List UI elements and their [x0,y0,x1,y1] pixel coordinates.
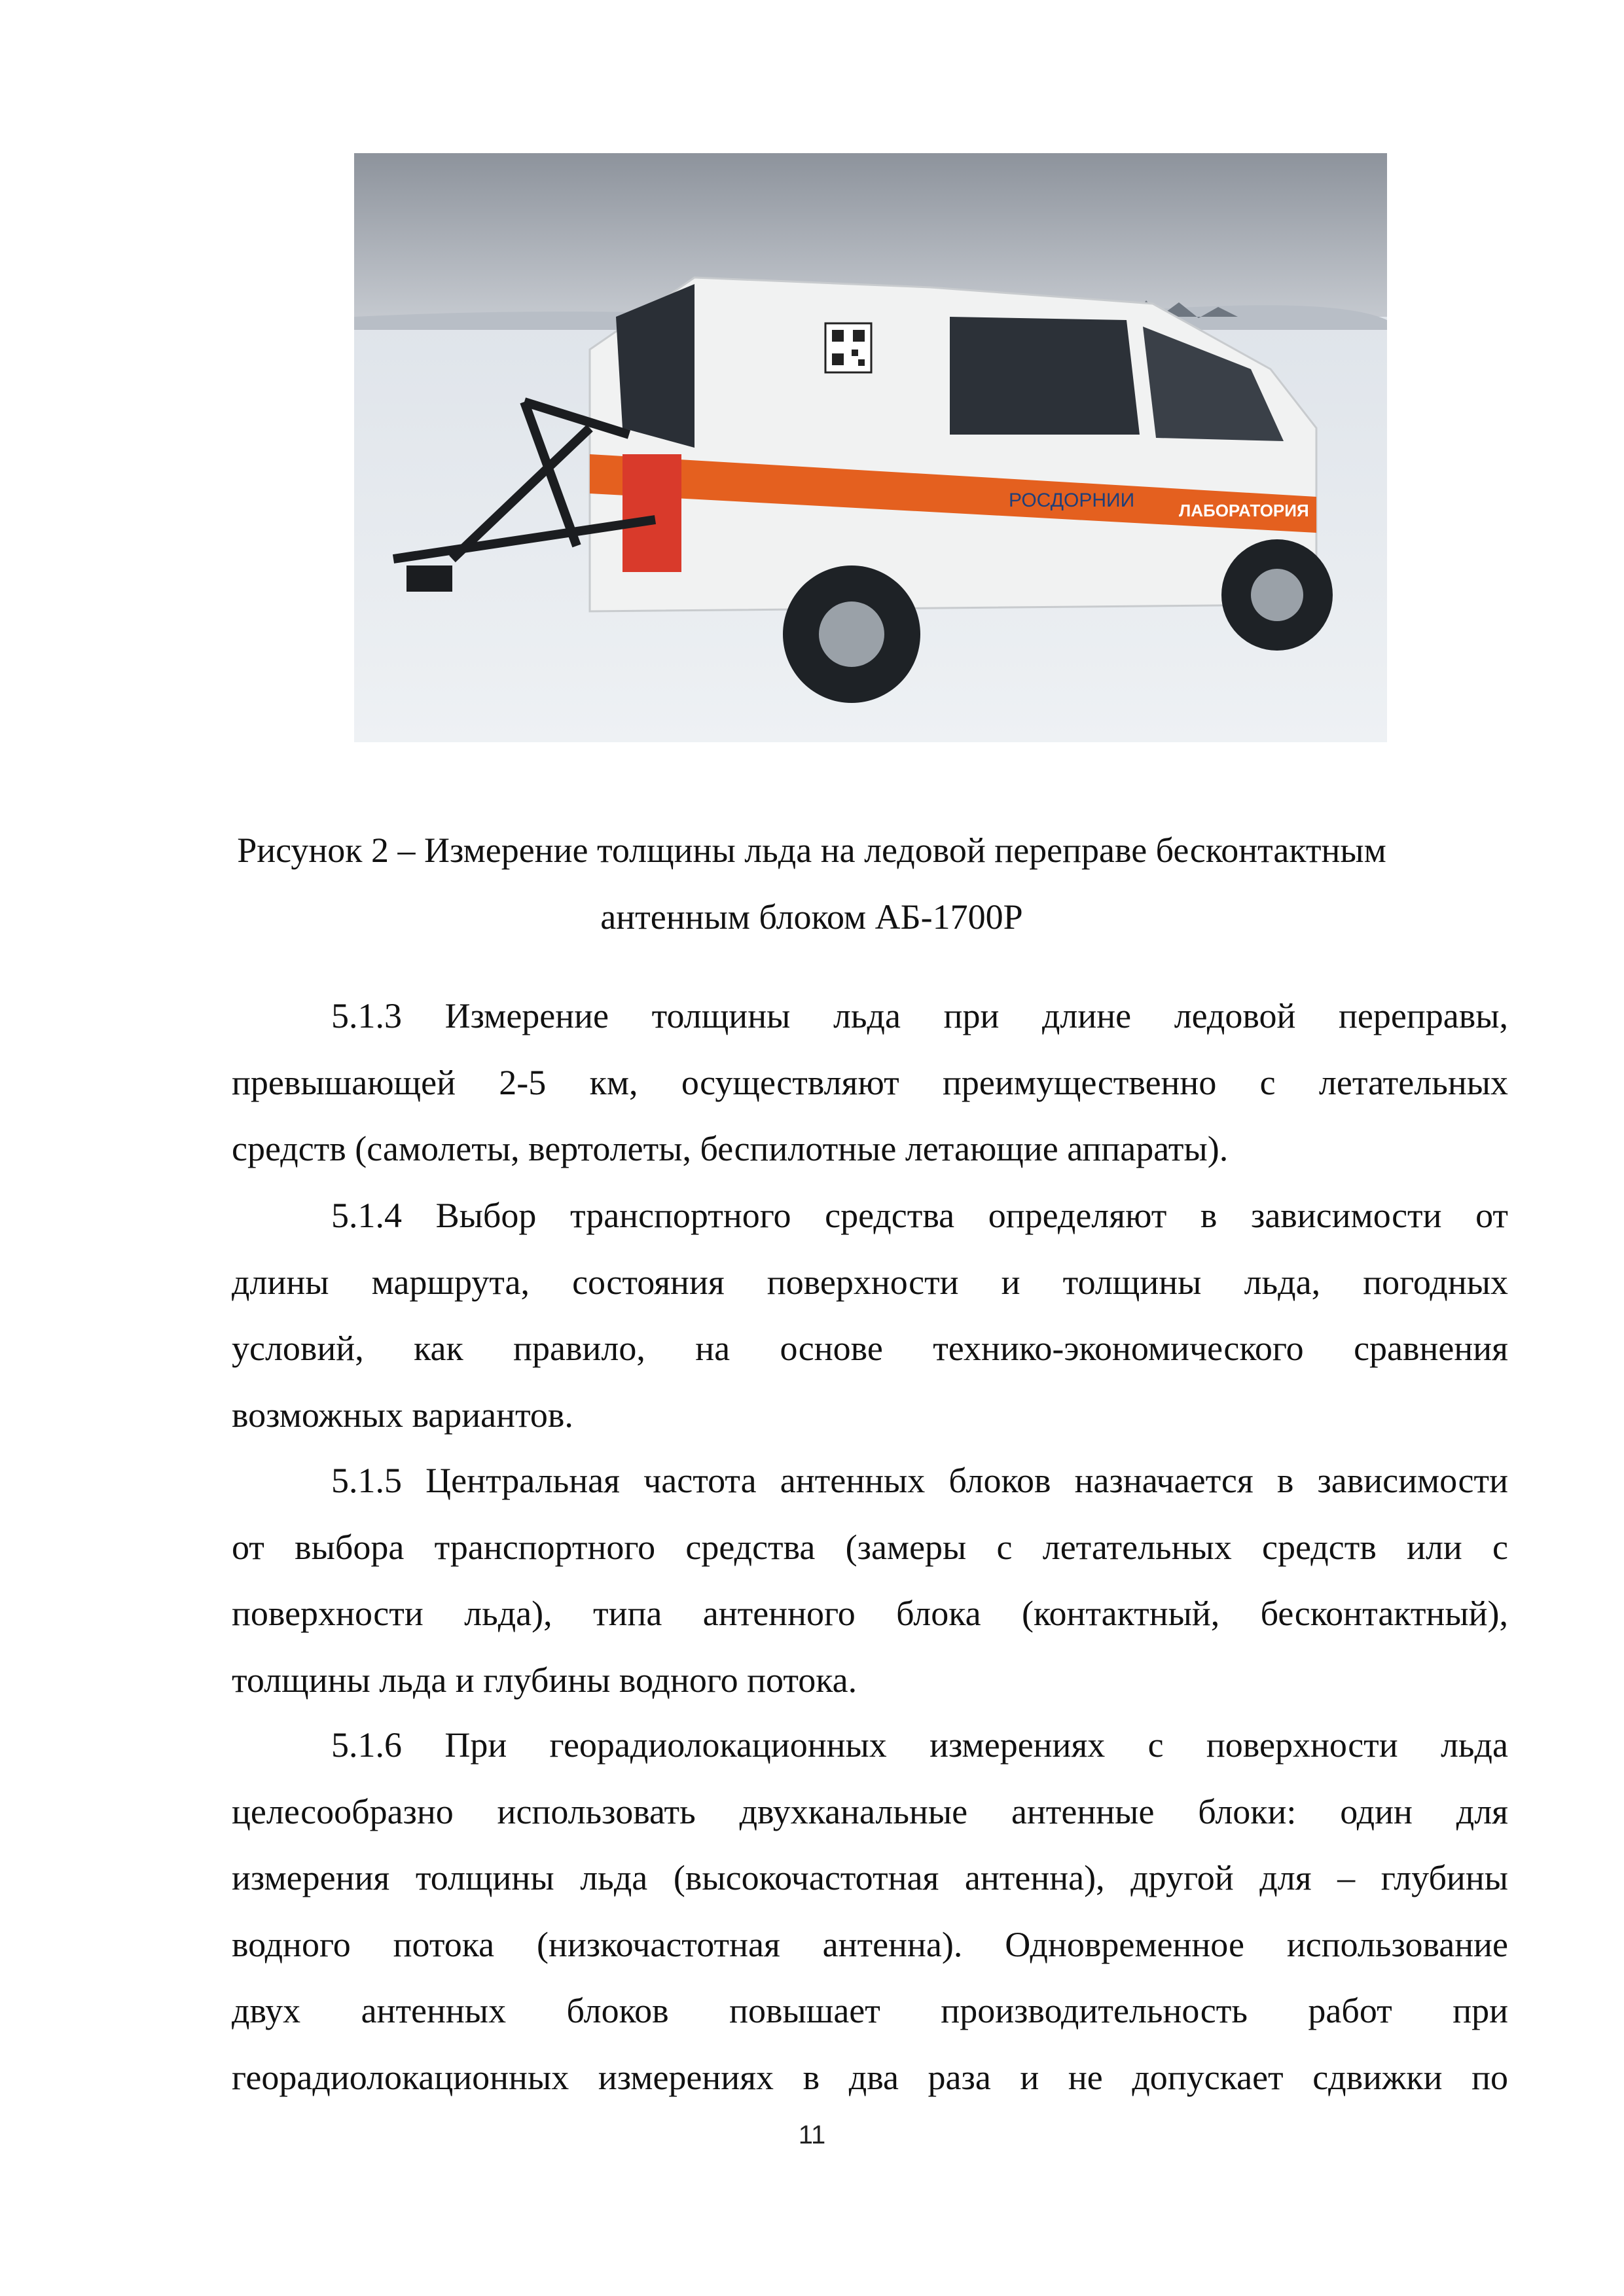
paragraph-line: длины маршрута, состояния поверхности и толщины льда, погодных [232,1262,1508,1302]
paragraph-5-1-3 [232,983,1508,1183]
paragraph-5-1-6 [232,1712,1508,2111]
figure-photo-van-with-antenna [354,153,1387,742]
paragraph-line: условий, как правило, на основе технико-экономического сравнения [232,1329,1508,1368]
paragraph-line: 5.1.5 Центральная частота антенных блоков назначается в зависимости [331,1461,1508,1500]
paragraph-line: поверхности льда), типа антенного блока (контактный, бесконтактный), [232,1594,1508,1633]
paragraph-line: двух антенных блоков повышает производительность работ при [232,1991,1508,2030]
paragraph-line: 5.1.4 Выбор транспортного средства определяют в зависимости от [331,1196,1508,1235]
paragraph-line: водного потока (низкочастотная антенна). Одновременное использование [232,1924,1508,1964]
figure-caption-line-2: антенным блоком АБ-1700Р [600,897,1023,937]
figure-caption-line-1: Рисунок 2 – Измерение толщины льда на ледовой переправе бесконтактным [237,831,1386,870]
paragraph-5-1-4 [232,1183,1508,1448]
tail-light [623,454,681,572]
paragraph-line: целесообразно использовать двухканальные антенные блоки: один для [232,1791,1508,1831]
paragraph-line: измерения толщины льда (высокочастотная антенна), другой для – глубины [232,1858,1508,1897]
paragraph-line: 5.1.3 Измерение толщины льда при длине ледовой переправы, [331,996,1508,1035]
paragraph-line: возможных вариантов. [232,1395,573,1435]
paragraph-line: 5.1.6 При георадиолокационных измерениях с поверхности льда [331,1725,1508,1765]
antenna-block [406,565,452,592]
page-number: 11 [798,2121,826,2149]
paragraph-line: средств (самолеты, вертолеты, беспилотные летающие аппараты). [232,1129,1229,1168]
paragraph-5-1-5 [232,1448,1508,1713]
paragraph-line: георадиолокационных измерениях в два раза и не допускает сдвижки по [232,2057,1508,2097]
paragraph-line: от выбора транспортного средства (замеры с летательных средств или с [232,1527,1508,1567]
van-illustration [354,153,1387,742]
van-side-label: ЛАБОРАТОРИЯ [1179,501,1309,520]
van-logo-label: РОСДОРНИИ [1009,490,1135,511]
paragraph-line: толщины льда и глубины водного потока. [232,1660,857,1700]
paragraph-line: превышающей 2-5 км, осуществляют преимущественно с летательных [232,1062,1508,1102]
